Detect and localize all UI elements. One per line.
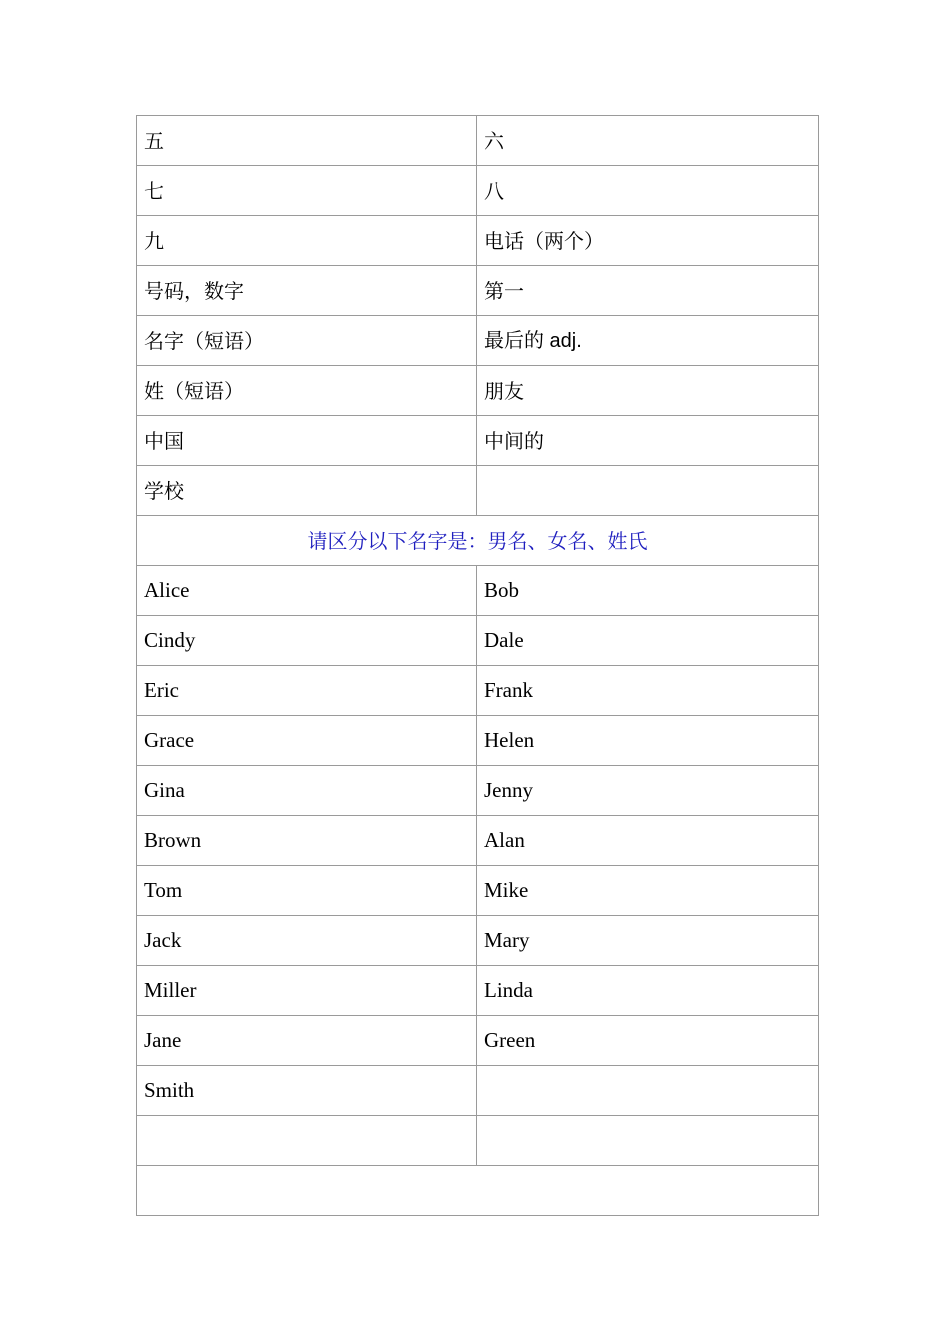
name-row xyxy=(137,816,819,866)
name-row xyxy=(137,1116,819,1166)
vocab-cell-left: 中国 xyxy=(137,416,477,466)
vocab-row xyxy=(137,166,819,216)
name-cell-right: Dale xyxy=(477,616,819,666)
vocab-row xyxy=(137,266,819,316)
vocab-cell-left: 名字（短语） xyxy=(137,316,477,366)
vocab-cell-right: 中间的 xyxy=(477,416,819,466)
name-cell-left xyxy=(137,1116,477,1166)
vocab-cell-right: 八 xyxy=(477,166,819,216)
name-cell-left: Alice xyxy=(137,566,477,616)
part-of-speech-label: adj. xyxy=(544,330,582,352)
name-cell-right: Alan xyxy=(477,816,819,866)
name-row xyxy=(137,1016,819,1066)
vocab-row xyxy=(137,466,819,516)
name-row xyxy=(137,1066,819,1116)
instruction-row xyxy=(137,516,819,566)
name-cell-right: Linda xyxy=(477,966,819,1016)
name-cell-right: Jenny xyxy=(477,766,819,816)
name-cell-left: Miller xyxy=(137,966,477,1016)
name-row xyxy=(137,916,819,966)
name-cell-left: Gina xyxy=(137,766,477,816)
name-cell-right: Frank xyxy=(477,666,819,716)
vocab-cell-right xyxy=(477,466,819,516)
vocab-row xyxy=(137,416,819,466)
vocab-cell-right: 六 xyxy=(477,116,819,166)
name-row xyxy=(137,666,819,716)
name-cell-left: Jack xyxy=(137,916,477,966)
name-row xyxy=(137,766,819,816)
vocab-cell-left: 五 xyxy=(137,116,477,166)
name-cell-right: Helen xyxy=(477,716,819,766)
vocab-cell-left: 号码，数字 xyxy=(137,266,477,316)
vocab-cell-right: 第一 xyxy=(477,266,819,316)
name-row xyxy=(137,966,819,1016)
name-row xyxy=(137,866,819,916)
footer-cell xyxy=(137,1166,819,1216)
name-cell-left: Jane xyxy=(137,1016,477,1066)
vocabulary-table xyxy=(136,115,819,1216)
name-cell-left: Grace xyxy=(137,716,477,766)
name-cell-left: Tom xyxy=(137,866,477,916)
vocab-cell-left: 九 xyxy=(137,216,477,266)
instruction-heading: 请区分以下名字是：男名、女名、姓氏 xyxy=(137,516,819,566)
name-row xyxy=(137,616,819,666)
name-cell-right: Bob xyxy=(477,566,819,616)
vocab-row xyxy=(137,366,819,416)
footer-row xyxy=(137,1166,819,1216)
name-cell-left: Smith xyxy=(137,1066,477,1116)
name-cell-left: Brown xyxy=(137,816,477,866)
name-cell-right: Green xyxy=(477,1016,819,1066)
name-cell-right: Mary xyxy=(477,916,819,966)
vocab-row xyxy=(137,116,819,166)
name-cell-left: Eric xyxy=(137,666,477,716)
vocab-cell-right: 朋友 xyxy=(477,366,819,416)
vocab-row xyxy=(137,316,819,366)
name-cell-right xyxy=(477,1116,819,1166)
name-cell-left: Cindy xyxy=(137,616,477,666)
vocab-cell-right: 电话（两个） xyxy=(477,216,819,266)
name-row xyxy=(137,716,819,766)
vocab-row xyxy=(137,216,819,266)
vocab-cell-right: 最后的 adj. xyxy=(477,316,819,366)
name-row xyxy=(137,566,819,616)
vocab-cell-left: 七 xyxy=(137,166,477,216)
name-cell-right: Mike xyxy=(477,866,819,916)
vocab-cell-left: 学校 xyxy=(137,466,477,516)
vocab-cell-left: 姓（短语） xyxy=(137,366,477,416)
name-cell-right xyxy=(477,1066,819,1116)
